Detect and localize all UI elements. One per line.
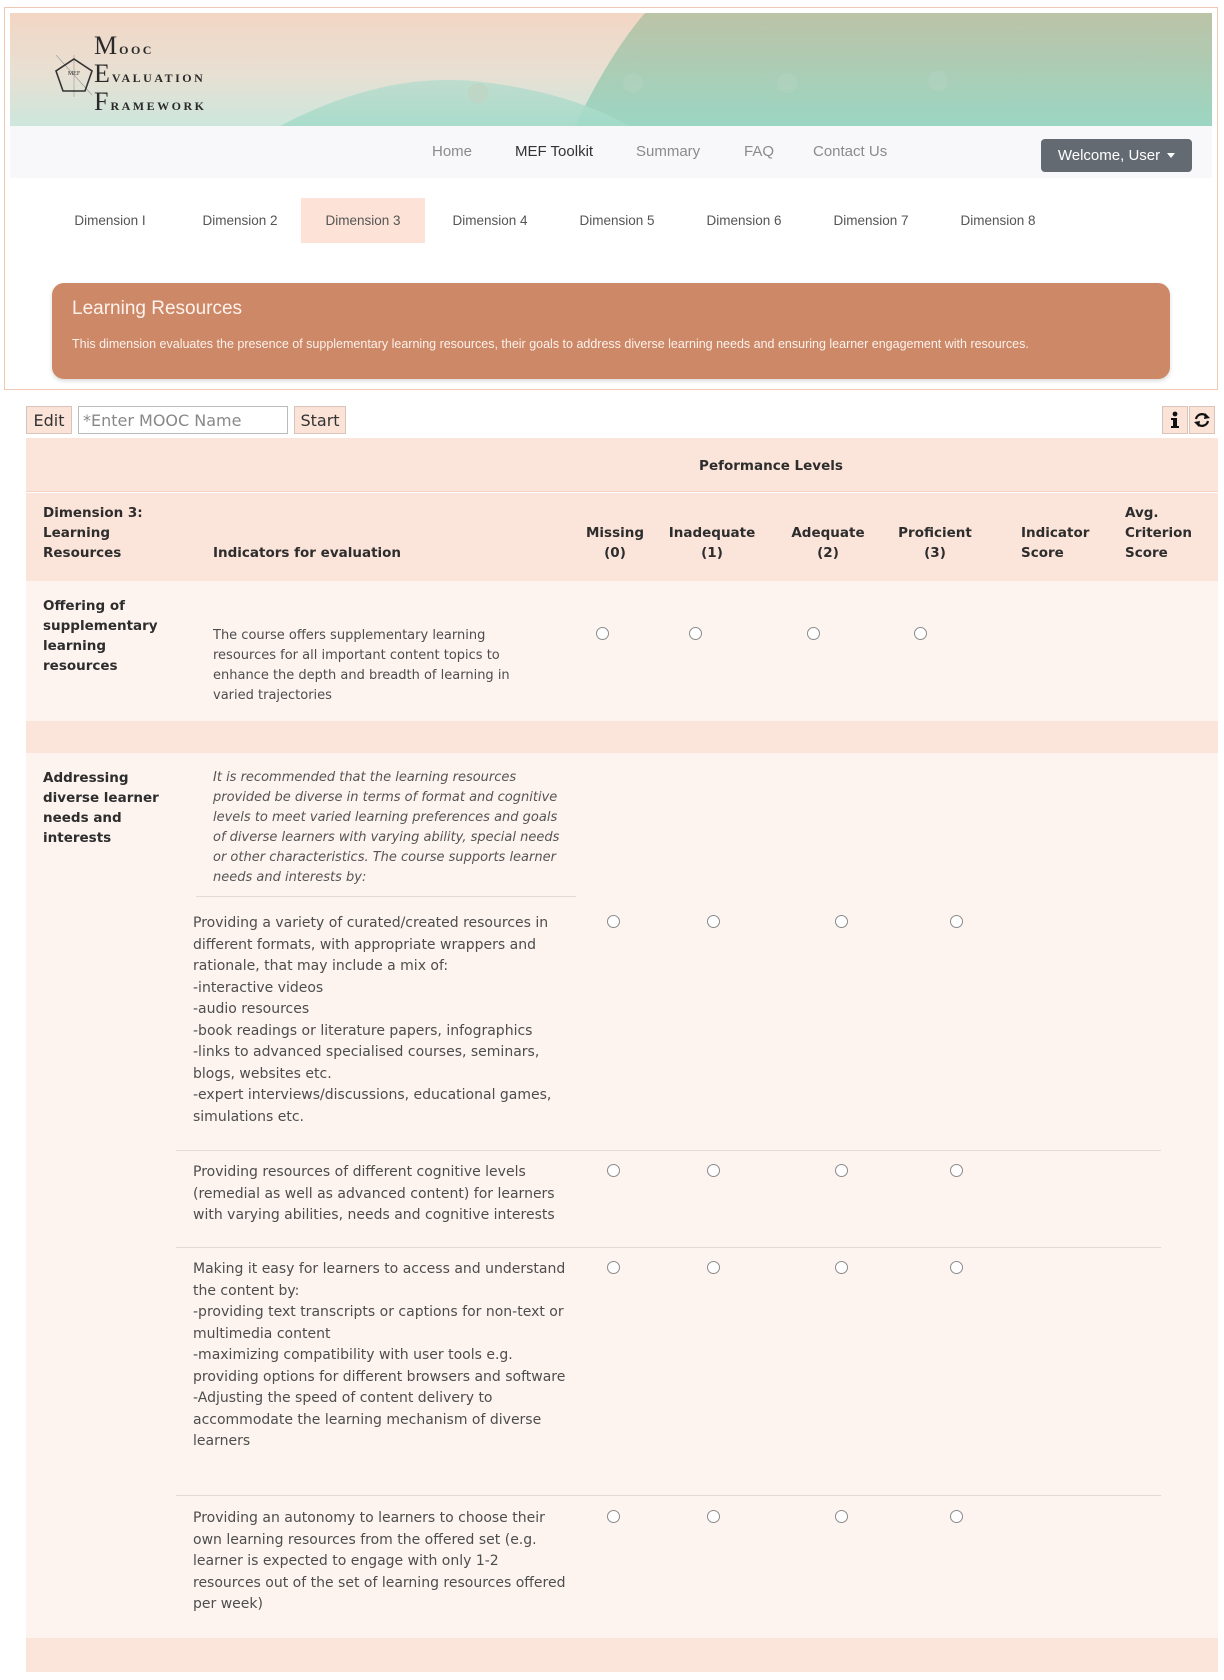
- level-label: Adequate: [791, 525, 865, 541]
- divider: [176, 1495, 1161, 1496]
- caret-down-icon: [1167, 153, 1175, 158]
- logo-cap: M: [94, 31, 120, 60]
- radio-inadequate[interactable]: [707, 1164, 720, 1177]
- indicator-score: [1021, 627, 1101, 647]
- radio-inadequate[interactable]: [707, 1510, 720, 1523]
- radio-missing[interactable]: [607, 1510, 620, 1523]
- performance-levels-header: Peformance Levels: [699, 458, 843, 474]
- logo-rest: RAMEWORK: [110, 99, 207, 113]
- pentagon-logo-icon: [52, 55, 96, 97]
- radio-adequate[interactable]: [835, 1261, 848, 1274]
- dimension-tabs: [10, 198, 1212, 248]
- divider: [176, 1150, 1161, 1151]
- avg-criterion-score: [1125, 627, 1205, 647]
- criterion-row: [26, 581, 1218, 721]
- indicator-text: The course offers supplementary learning resources for all important content topics to enhance the depth and breadth of learning in varied trajectories: [213, 628, 510, 703]
- logo-rest: OOC: [119, 43, 154, 57]
- radio-missing[interactable]: [596, 627, 609, 640]
- logo-cap: F: [94, 87, 111, 116]
- radio-inadequate[interactable]: [707, 1261, 720, 1274]
- radio-missing[interactable]: [607, 915, 620, 928]
- criterion-separator: [26, 1638, 1218, 1672]
- radio-proficient[interactable]: [950, 1164, 963, 1177]
- criterion-row: [26, 753, 1218, 1638]
- indicator-text: Providing resources of different cognitive levels (remedial as well as advanced content) for learners with varying abilities, needs and cognitive interests: [193, 1164, 555, 1223]
- logo-word-framework: [94, 87, 206, 117]
- divider: [196, 896, 576, 897]
- radio-missing[interactable]: [607, 1261, 620, 1274]
- dimension-title: Learning Resources: [72, 298, 243, 319]
- radio-adequate[interactable]: [835, 1164, 848, 1177]
- radio-proficient[interactable]: [950, 915, 963, 928]
- avg-criterion-score-header: Avg. Criterion Score: [1125, 505, 1192, 561]
- level-score: (1): [701, 545, 723, 561]
- tab-dimension-4[interactable]: Dimension 4: [452, 213, 528, 228]
- tab-dimension-2[interactable]: Dimension 2: [202, 213, 278, 228]
- level-label: Missing: [585, 525, 645, 541]
- indicator-text: Providing an autonomy to learners to choose their own learning resources from the offered set (e.g. learner is expected to engage with only 1-2 resources out of the set of learning resources offered per week): [193, 1510, 566, 1612]
- level-header-inadequate: [662, 523, 762, 563]
- level-header-adequate: [783, 523, 873, 563]
- tab-dimension-8[interactable]: Dimension 8: [960, 213, 1036, 228]
- indicator-text: Providing a variety of curated/created resources in different formats, with appropriate wrappers and rationale, that may include a mix of: -interactive videos -audio resources -book readings or literature papers, infographics -links to advanced specialised courses, seminars, blogs, websites etc. -expert interviews/discussions, educational games, simulations etc.: [193, 915, 552, 1125]
- tab-dimension-1[interactable]: Dimension I: [74, 213, 146, 228]
- user-menu-label: Welcome, User: [1057, 147, 1161, 164]
- tab-dimension-5[interactable]: Dimension 5: [579, 213, 655, 228]
- logo-cap: E: [94, 59, 112, 88]
- radio-inadequate[interactable]: [707, 915, 720, 928]
- avg-criterion-score: [1125, 913, 1205, 933]
- edit-button[interactable]: Edit: [26, 406, 72, 434]
- table-header-row: [26, 493, 1218, 581]
- info-button[interactable]: [1162, 406, 1188, 434]
- refresh-button[interactable]: [1189, 406, 1215, 434]
- level-score: (3): [924, 545, 946, 561]
- dimension-header: Dimension 3: Learning Resources: [43, 505, 143, 561]
- dimension-description: This dimension evaluates the presence of supplementary learning resources, their goals to address diverse learning needs and ensuring learner engagement with resources.: [72, 337, 1029, 351]
- tab-dimension-7[interactable]: Dimension 7: [833, 213, 909, 228]
- level-score: (0): [604, 545, 626, 561]
- logo-badge: MEF: [67, 71, 81, 77]
- table-header-group-row: [26, 438, 1218, 492]
- tab-dimension-3[interactable]: Dimension 3: [301, 198, 425, 243]
- mef-logo[interactable]: [48, 25, 218, 119]
- level-header-proficient: [885, 523, 985, 563]
- radio-missing[interactable]: [607, 1164, 620, 1177]
- nav-contact-us[interactable]: Contact Us: [813, 143, 888, 160]
- refresh-icon: [1193, 412, 1211, 428]
- radio-proficient[interactable]: [914, 627, 927, 640]
- logo-word-mooc: [94, 31, 154, 61]
- radio-adequate[interactable]: [807, 627, 820, 640]
- nav-faq[interactable]: FAQ: [744, 143, 775, 160]
- criterion-name: Addressing diverse learner needs and interests: [43, 770, 159, 846]
- level-header-missing: [575, 523, 655, 563]
- criterion-name: Offering of supplementary learning resources: [43, 598, 158, 674]
- info-icon: [1169, 411, 1181, 429]
- radio-proficient[interactable]: [950, 1261, 963, 1274]
- level-score: (2): [817, 545, 839, 561]
- criterion-intro: It is recommended that the learning resources provided be diverse in terms of format and cognitive levels to meet varied learning preferences and goals of diverse learners with varying ability, special needs or other characteristics. The course supports learner needs and interests by:: [213, 770, 560, 885]
- logo-word-evaluation: [94, 59, 205, 89]
- indicator-text: Making it easy for learners to access and understand the content by: -providing text transcripts or captions for non-text or multimedia content -maximizing compatibility with user tools e.g. providing options for different browsers and software -Adjusting the speed of content delivery to accommodate the learning mechanism of diverse learners: [193, 1261, 566, 1449]
- nav-mef-toolkit[interactable]: MEF Toolkit: [515, 143, 594, 160]
- logo-rest: VALUATION: [111, 71, 206, 85]
- radio-adequate[interactable]: [835, 915, 848, 928]
- level-label: Inadequate: [668, 525, 756, 541]
- mooc-name-input[interactable]: [78, 406, 288, 434]
- radio-proficient[interactable]: [950, 1510, 963, 1523]
- nav-home[interactable]: Home: [432, 143, 473, 160]
- nav-summary[interactable]: Summary: [636, 143, 701, 160]
- evaluation-toolbar: [26, 406, 1218, 436]
- banner: [10, 13, 1212, 126]
- indicator-score-header: Indicator Score: [1021, 525, 1090, 561]
- divider: [176, 1247, 1161, 1248]
- user-menu-button[interactable]: [1041, 139, 1192, 172]
- radio-adequate[interactable]: [835, 1510, 848, 1523]
- level-label: Proficient: [898, 525, 972, 541]
- criterion-separator: [26, 721, 1218, 753]
- dimension-description-card: [52, 283, 1170, 379]
- tab-dimension-6[interactable]: Dimension 6: [706, 213, 782, 228]
- main-navbar: [10, 126, 1212, 178]
- start-button[interactable]: Start: [294, 406, 346, 434]
- indicators-header: Indicators for evaluation: [213, 545, 402, 561]
- radio-inadequate[interactable]: [689, 627, 702, 640]
